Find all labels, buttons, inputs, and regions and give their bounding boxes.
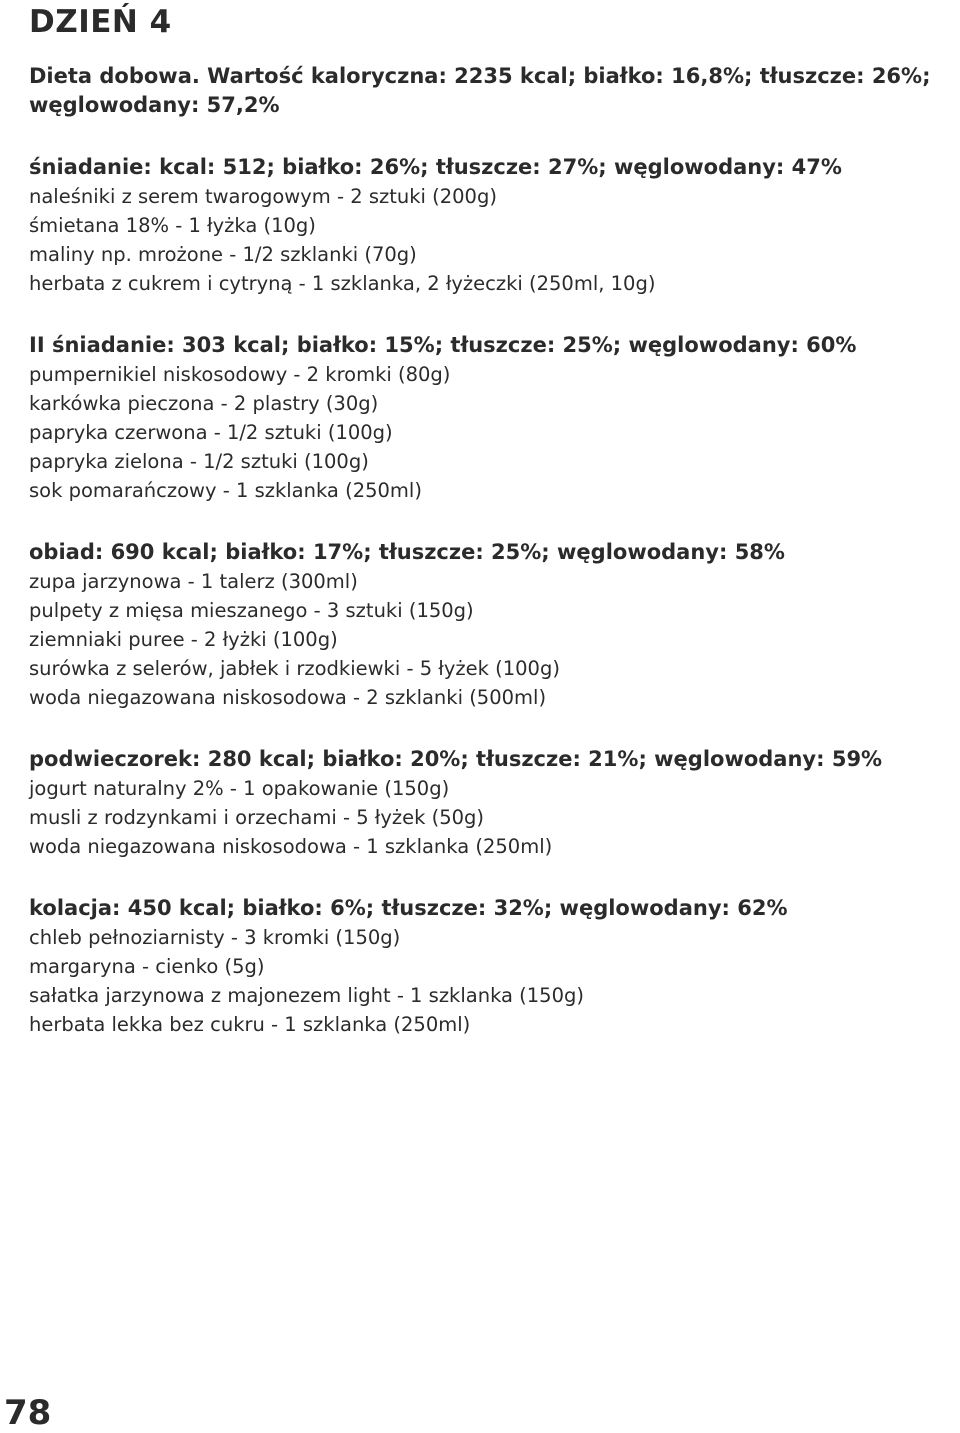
meal-heading: kolacja: 450 kcal; białko: 6%; tłuszcze: 32%; węglowodany: 62% <box>29 896 788 920</box>
meal-item: sałatka jarzynowa z majonezem light - 1 szklanka (150g) <box>29 984 584 1007</box>
meal-item: pumpernikiel niskosodowy - 2 kromki (80g) <box>29 363 451 386</box>
meal-items <box>29 567 934 712</box>
meal-item: woda niegazowana niskosodowa - 2 szklanki (500ml) <box>29 686 547 709</box>
page-number: 78 <box>4 1393 52 1433</box>
meal-item: musli z rodzynkami i orzechami - 5 łyżek (50g) <box>29 806 485 829</box>
meal-items <box>29 360 934 505</box>
daily-summary: Dieta dobowa. Wartość kaloryczna: 2235 kcal; białko: 16,8%; tłuszcze: 26%; węglowodany: 57,2% <box>29 64 931 117</box>
meal-item: zupa jarzynowa - 1 talerz (300ml) <box>29 570 358 593</box>
meal-item: woda niegazowana niskosodowa - 1 szklanka (250ml) <box>29 835 553 858</box>
meal-item: herbata lekka bez cukru - 1 szklanka (250ml) <box>29 1013 471 1036</box>
meal-item: chleb pełnoziarnisty - 3 kromki (150g) <box>29 926 401 949</box>
meal-heading: obiad: 690 kcal; białko: 17%; tłuszcze: 25%; węglowodany: 58% <box>29 540 785 564</box>
meal-dinner <box>29 894 934 1039</box>
meal-item: sok pomarańczowy - 1 szklanka (250ml) <box>29 479 422 502</box>
meal-items <box>29 923 934 1039</box>
meal-afternoon-snack <box>29 745 934 861</box>
page-title: DZIEŃ 4 <box>29 4 172 40</box>
meal-item: margaryna - cienko (5g) <box>29 955 265 978</box>
meal-item: ziemniaki puree - 2 łyżki (100g) <box>29 628 338 651</box>
meal-item: maliny np. mrożone - 1/2 szklanki (70g) <box>29 243 417 266</box>
meal-item: papryka czerwona - 1/2 sztuki (100g) <box>29 421 393 444</box>
meal-heading: podwieczorek: 280 kcal; białko: 20%; tłuszcze: 21%; węglowodany: 59% <box>29 747 883 771</box>
meal-item: surówka z selerów, jabłek i rzodkiewki - 5 łyżek (100g) <box>29 657 560 680</box>
meal-item: pulpety z mięsa mieszanego - 3 sztuki (150g) <box>29 599 474 622</box>
meal-item: jogurt naturalny 2% - 1 opakowanie (150g) <box>29 777 450 800</box>
meal-second-breakfast <box>29 331 934 505</box>
meal-lunch <box>29 538 934 712</box>
meal-item: śmietana 18% - 1 łyżka (10g) <box>29 214 316 237</box>
meal-item: naleśniki z serem twarogowym - 2 sztuki (200g) <box>29 185 497 208</box>
meal-item: papryka zielona - 1/2 sztuki (100g) <box>29 450 369 473</box>
meal-heading: śniadanie: kcal: 512; białko: 26%; tłuszcze: 27%; węglowodany: 47% <box>29 155 842 179</box>
meal-heading: II śniadanie: 303 kcal; białko: 15%; tłuszcze: 25%; węglowodany: 60% <box>29 333 857 357</box>
meal-items <box>29 182 934 298</box>
meal-item: karkówka pieczona - 2 plastry (30g) <box>29 392 379 415</box>
meal-breakfast <box>29 153 934 298</box>
meal-items <box>29 774 934 861</box>
meal-item: herbata z cukrem i cytryną - 1 szklanka, 2 łyżeczki (250ml, 10g) <box>29 272 656 295</box>
diet-content <box>29 62 934 1039</box>
